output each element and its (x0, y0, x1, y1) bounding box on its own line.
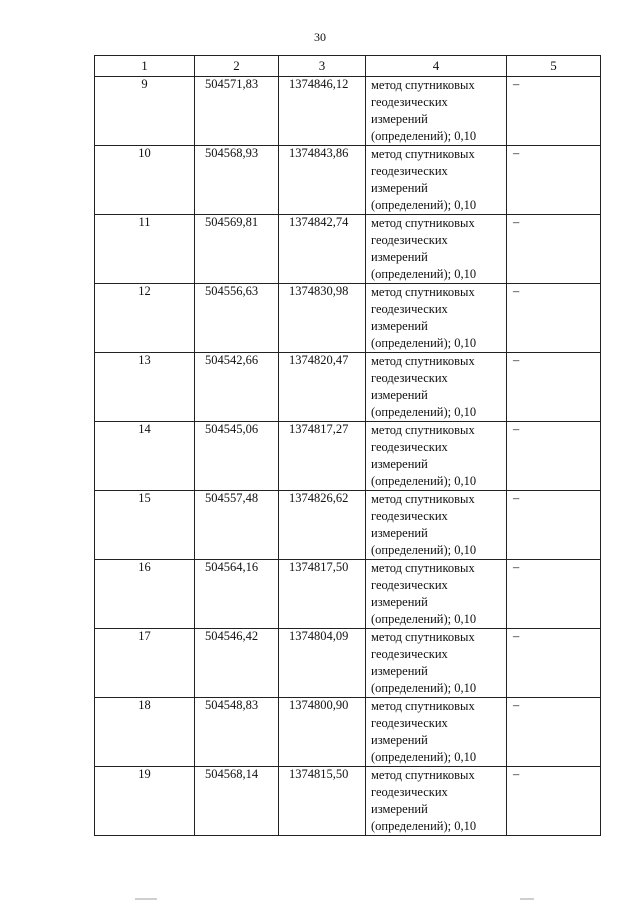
point-number-text: 12 (138, 284, 151, 298)
scan-artifact (520, 898, 534, 900)
table-row (95, 422, 601, 491)
table-row (95, 698, 601, 767)
point-number-cell (95, 215, 195, 284)
point-number-cell (95, 560, 195, 629)
note-cell (507, 491, 601, 560)
method-accuracy-cell (366, 629, 507, 698)
y-coordinate-cell (279, 767, 366, 836)
point-number-text: 13 (138, 353, 151, 367)
y-coordinate-cell (279, 422, 366, 491)
y-coordinate-cell (279, 215, 366, 284)
method-accuracy-cell (366, 698, 507, 767)
point-number-cell (95, 629, 195, 698)
table-row (95, 491, 601, 560)
header-col-1: 1 (95, 56, 195, 77)
x-coordinate-text: 504548,83 (205, 698, 259, 712)
header-col-3: 3 (279, 56, 366, 77)
table-row (95, 215, 601, 284)
x-coordinate-cell (195, 353, 279, 422)
point-number-text: 19 (138, 767, 151, 781)
note-cell (507, 146, 601, 215)
x-coordinate-text: 504568,93 (205, 146, 259, 160)
x-coordinate-text: 504557,48 (205, 491, 259, 505)
method-accuracy-cell (366, 77, 507, 146)
y-coordinate-text: 1374846,12 (289, 77, 349, 91)
method-accuracy-cell (366, 353, 507, 422)
method-accuracy-text: метод спутниковых геодезических измерений (определений); 0,10 (371, 147, 477, 212)
method-accuracy-cell (366, 146, 507, 215)
x-coordinate-text: 504542,66 (205, 353, 259, 367)
method-accuracy-cell (366, 767, 507, 836)
note-cell (507, 353, 601, 422)
x-coordinate-cell (195, 698, 279, 767)
x-coordinate-cell (195, 491, 279, 560)
y-coordinate-cell (279, 629, 366, 698)
note-text: – (513, 560, 520, 574)
note-text: – (513, 698, 520, 712)
y-coordinate-cell (279, 698, 366, 767)
table-header-row (95, 56, 601, 77)
point-number-text: 18 (138, 698, 151, 712)
x-coordinate-cell (195, 560, 279, 629)
method-accuracy-cell (366, 422, 507, 491)
y-coordinate-text: 1374815,50 (289, 767, 349, 781)
note-text: – (513, 629, 520, 643)
method-accuracy-text: метод спутниковых геодезических измерений (определений); 0,10 (371, 561, 477, 626)
x-coordinate-text: 504546,42 (205, 629, 259, 643)
y-coordinate-cell (279, 491, 366, 560)
y-coordinate-text: 1374830,98 (289, 284, 349, 298)
note-cell (507, 767, 601, 836)
point-number-text: 16 (138, 560, 151, 574)
method-accuracy-text: метод спутниковых геодезических измерений (определений); 0,10 (371, 285, 477, 350)
method-accuracy-text: метод спутниковых геодезических измерений (определений); 0,10 (371, 768, 477, 833)
table-header (95, 56, 601, 77)
page-number: 30 (314, 30, 326, 44)
x-coordinate-cell (195, 146, 279, 215)
y-coordinate-cell (279, 77, 366, 146)
x-coordinate-cell (195, 284, 279, 353)
point-number-cell (95, 491, 195, 560)
method-accuracy-cell (366, 491, 507, 560)
point-number-text: 9 (141, 77, 148, 91)
table-row (95, 767, 601, 836)
point-number-cell (95, 767, 195, 836)
method-accuracy-cell (366, 560, 507, 629)
y-coordinate-text: 1374817,50 (289, 560, 349, 574)
x-coordinate-text: 504564,16 (205, 560, 259, 574)
y-coordinate-cell (279, 353, 366, 422)
y-coordinate-text: 1374817,27 (289, 422, 349, 436)
note-cell (507, 215, 601, 284)
note-text: – (513, 353, 520, 367)
method-accuracy-cell (366, 284, 507, 353)
y-coordinate-text: 1374842,74 (289, 215, 349, 229)
table-row (95, 284, 601, 353)
method-accuracy-text: метод спутниковых геодезических измерений (определений); 0,10 (371, 354, 477, 419)
point-number-cell (95, 353, 195, 422)
table-body (95, 77, 601, 836)
note-cell (507, 77, 601, 146)
note-text: – (513, 422, 520, 436)
method-accuracy-text: метод спутниковых геодезических измерений (определений); 0,10 (371, 423, 477, 488)
point-number-text: 14 (138, 422, 151, 436)
note-text: – (513, 491, 520, 505)
note-text: – (513, 77, 520, 91)
y-coordinate-cell (279, 560, 366, 629)
x-coordinate-cell (195, 77, 279, 146)
coordinates-table (94, 55, 601, 836)
header-col-5: 5 (507, 56, 601, 77)
note-text: – (513, 215, 520, 229)
note-cell (507, 629, 601, 698)
method-accuracy-text: метод спутниковых геодезических измерений (определений); 0,10 (371, 492, 477, 557)
method-accuracy-text: метод спутниковых геодезических измерений (определений); 0,10 (371, 216, 477, 281)
y-coordinate-text: 1374843,86 (289, 146, 349, 160)
method-accuracy-cell (366, 215, 507, 284)
method-accuracy-text: метод спутниковых геодезических измерений (определений); 0,10 (371, 699, 477, 764)
x-coordinate-text: 504571,83 (205, 77, 259, 91)
y-coordinate-cell (279, 284, 366, 353)
x-coordinate-text: 504569,81 (205, 215, 259, 229)
note-cell (507, 698, 601, 767)
y-coordinate-text: 1374820,47 (289, 353, 349, 367)
point-number-cell (95, 77, 195, 146)
point-number-cell (95, 422, 195, 491)
y-coordinate-text: 1374800,90 (289, 698, 349, 712)
x-coordinate-text: 504568,14 (205, 767, 259, 781)
x-coordinate-cell (195, 629, 279, 698)
point-number-text: 17 (138, 629, 151, 643)
note-text: – (513, 284, 520, 298)
x-coordinate-text: 504556,63 (205, 284, 259, 298)
x-coordinate-cell (195, 767, 279, 836)
table-row (95, 353, 601, 422)
scan-artifact (135, 898, 157, 900)
method-accuracy-text: метод спутниковых геодезических измерений (определений); 0,10 (371, 78, 477, 143)
point-number-cell (95, 146, 195, 215)
note-cell (507, 560, 601, 629)
header-col-4: 4 (366, 56, 507, 77)
point-number-cell (95, 284, 195, 353)
note-text: – (513, 146, 520, 160)
x-coordinate-cell (195, 422, 279, 491)
table-row (95, 629, 601, 698)
x-coordinate-cell (195, 215, 279, 284)
table-row (95, 560, 601, 629)
table-row (95, 146, 601, 215)
note-cell (507, 284, 601, 353)
point-number-text: 10 (138, 146, 151, 160)
x-coordinate-text: 504545,06 (205, 422, 259, 436)
note-text: – (513, 767, 520, 781)
table-row (95, 77, 601, 146)
header-col-2: 2 (195, 56, 279, 77)
point-number-cell (95, 698, 195, 767)
note-cell (507, 422, 601, 491)
y-coordinate-cell (279, 146, 366, 215)
point-number-text: 11 (138, 215, 151, 229)
point-number-text: 15 (138, 491, 151, 505)
y-coordinate-text: 1374826,62 (289, 491, 349, 505)
y-coordinate-text: 1374804,09 (289, 629, 349, 643)
method-accuracy-text: метод спутниковых геодезических измерений (определений); 0,10 (371, 630, 477, 695)
